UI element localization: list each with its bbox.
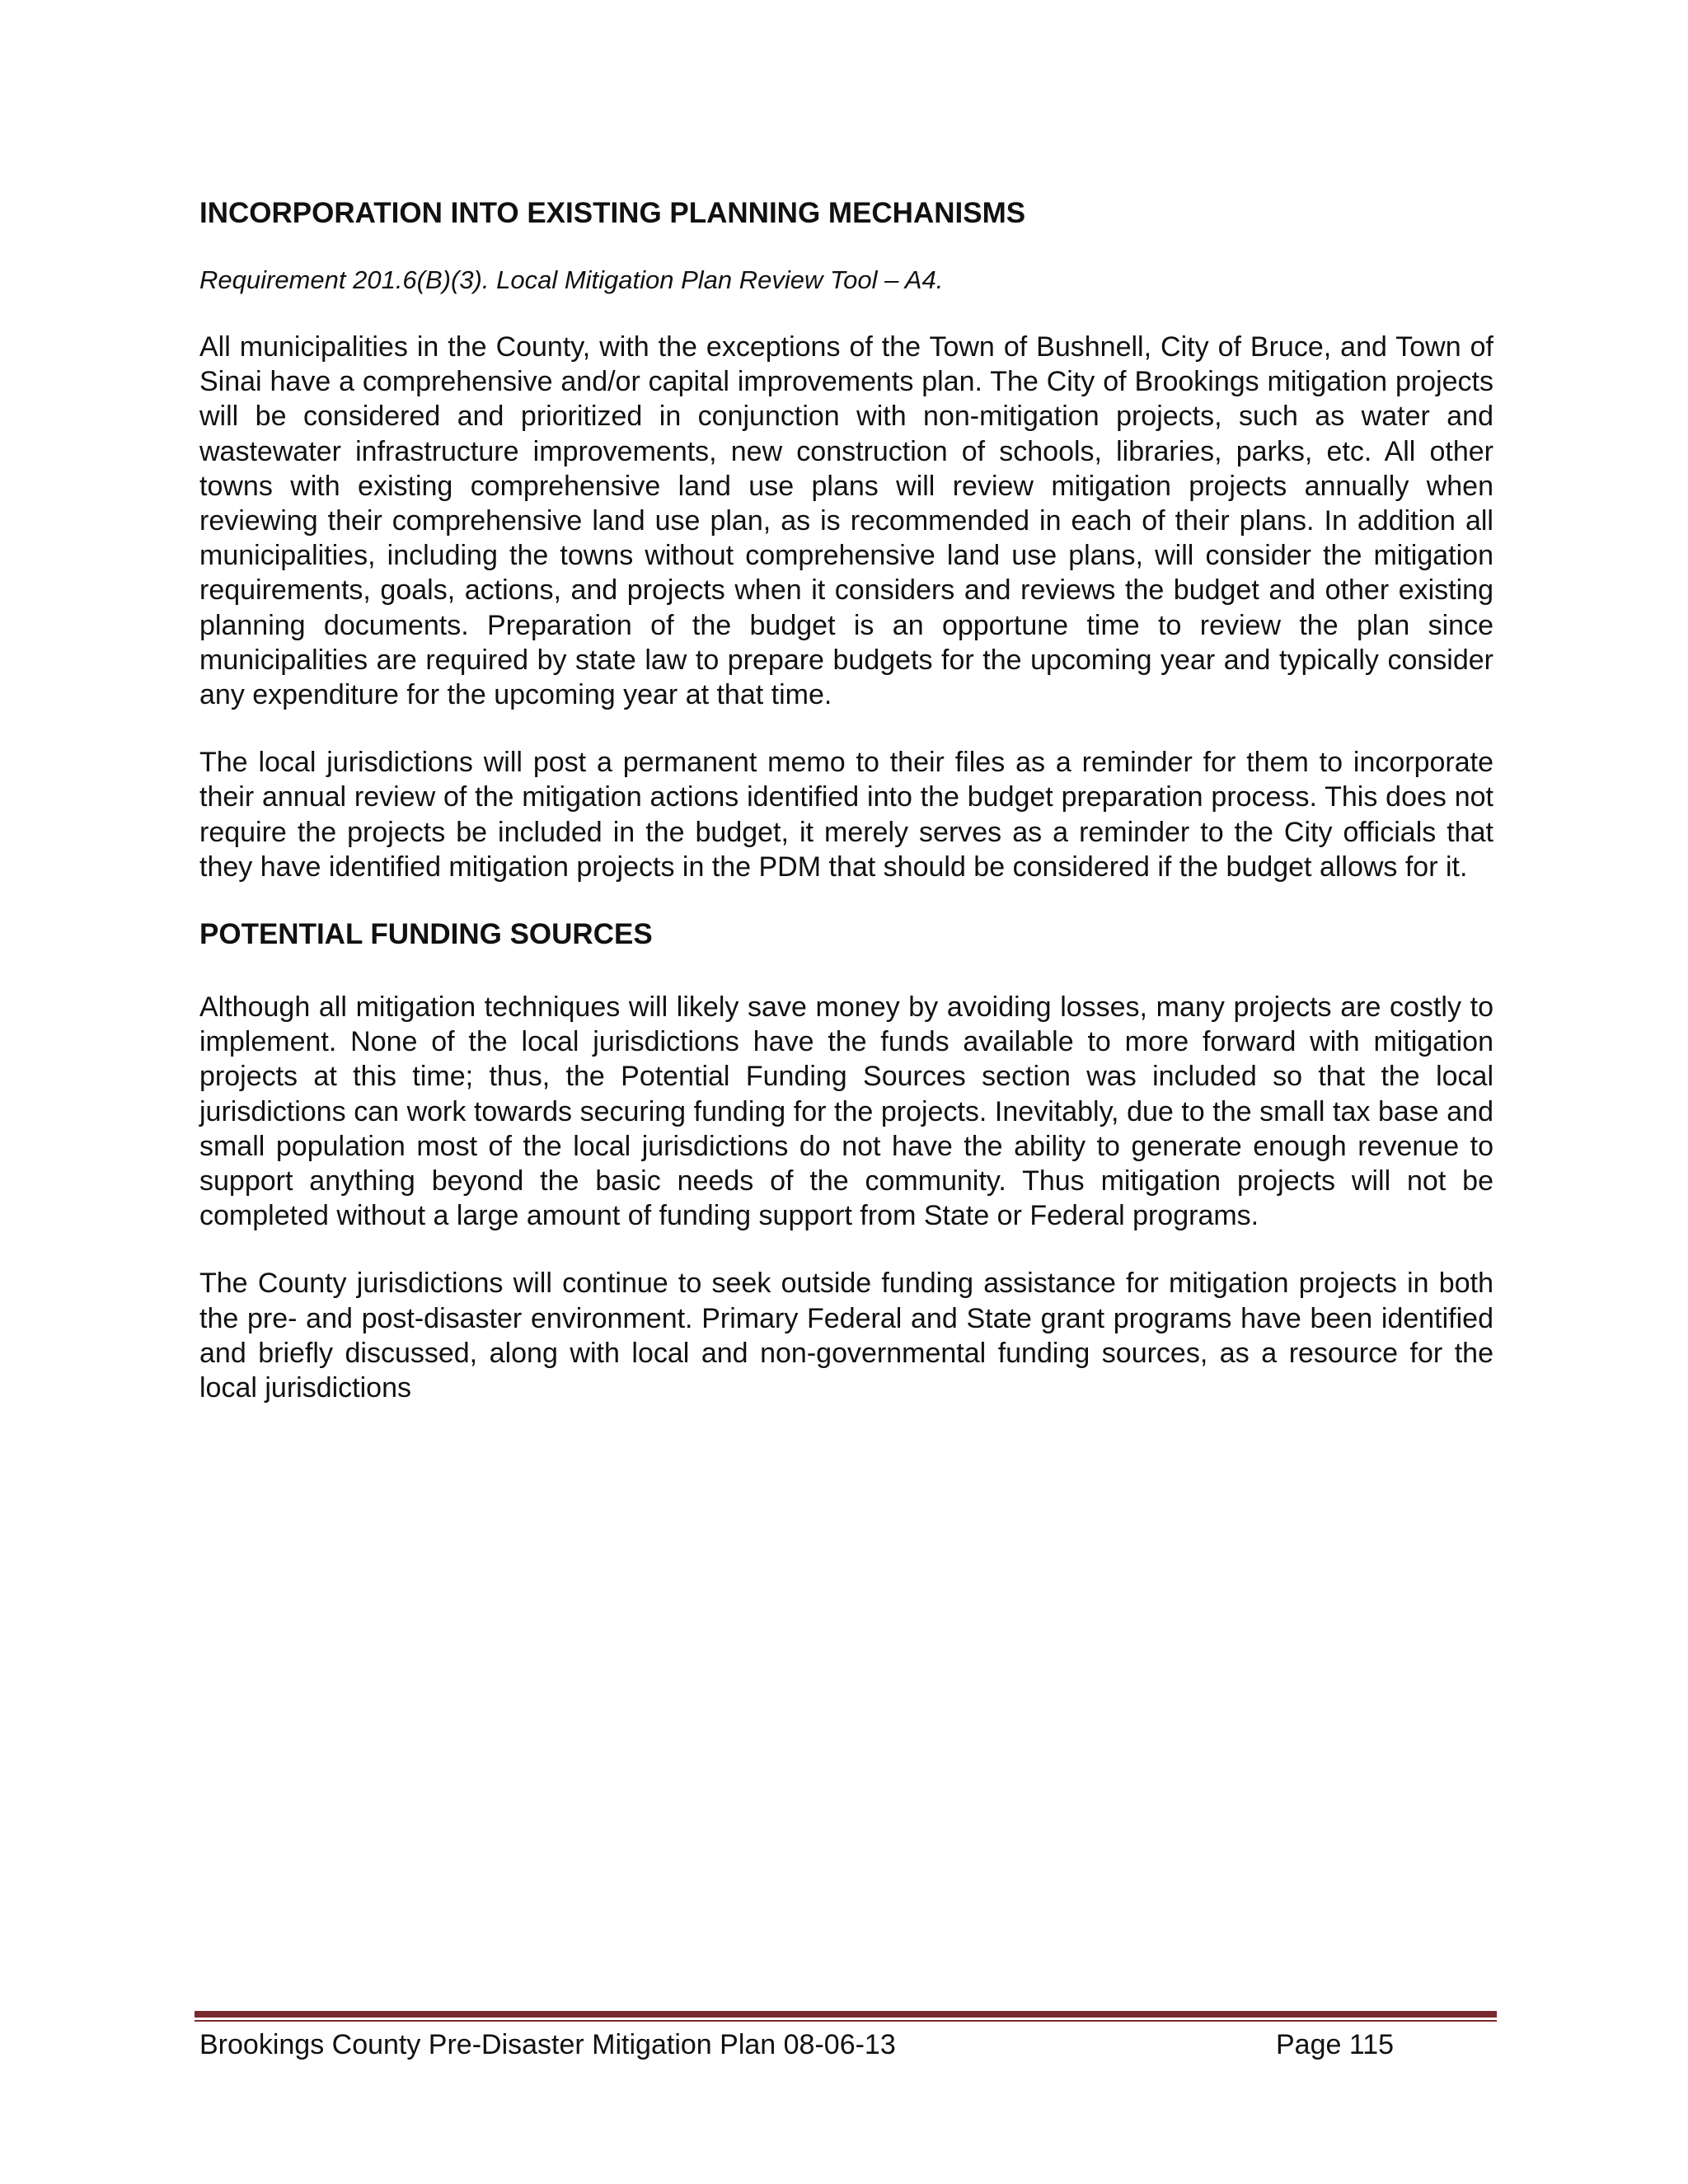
paragraph-mitigation-costs: Although all mitigation techniques will likely save money by avoiding losses, many projects are costly to implement. None of the local jurisdictions have the funds available to more forward with mitigation projects at this time; thus, the Potential Funding Sources section was included so that the local jurisdictions can work towards securing funding for the projects. Inevitably, due to the small tax base and small population most of the local jurisdictions do not have the ability to generate enough revenue to support anything beyond the basic needs of the community. Thus mitigation projects will not be completed without a large amount of funding support from State or Federal programs. — [199, 991, 1493, 1232]
paragraph-outside-funding: The County jurisdictions will continue to seek outside funding assistance for mitigation projects in both the pre- and post-disaster environment. Primary Federal and State grant programs have been identified and briefly discussed, along with local and non-governmental funding sources, as a resource for the local jurisdictions — [199, 1268, 1493, 1404]
footer-rule-thin — [195, 2020, 1497, 2022]
footer-page-number: Page 115 — [1276, 2029, 1395, 2060]
footer-document-title: Brookings County Pre-Disaster Mitigation Plan 08-06-13 — [199, 2029, 896, 2060]
footer-rule-thick — [195, 2011, 1497, 2018]
requirement-reference: Requirement 201.6(B)(3). Local Mitigation Plan Review Tool – A4. — [199, 265, 944, 294]
section-heading-funding-sources: POTENTIAL FUNDING SOURCES — [199, 918, 653, 951]
section-heading-incorporation: INCORPORATION INTO EXISTING PLANNING MECHANISMS — [199, 197, 1026, 229]
paragraph-permanent-memo: The local jurisdictions will post a permanent memo to their files as a reminder for them to incorporate their annual review of the mitigation actions identified into the budget preparation process. This does not require the projects be included in the budget, it merely serves as a reminder to the City officials that they have identified mitigation projects in the PDM that should be considered if the budget allows for it. — [199, 747, 1493, 883]
page-content — [199, 196, 1493, 1405]
paragraph-municipalities: All municipalities in the County, with the exceptions of the Town of Bushnell, City of Bruce, and Town of Sinai have a comprehensive and/or capital improvements plan. The City of Brookings mitigation projects will be considered and prioritized in conjunction with non-mitigation projects, such as water and wastewater infrastructure improvements, new construction of schools, libraries, parks, etc. All other towns with existing comprehensive land use plans will review mitigation projects annually when reviewing their comprehensive land use plan, as is recommended in each of their plans. In addition all municipalities, including the towns without comprehensive land use plans, will consider the mitigation requirements, goals, actions, and projects when it considers and reviews the budget and other existing planning documents. Preparation of the budget is an opportune time to review the plan since municipalities are required by state law to prepare budgets for the upcoming year and typically consider any expenditure for the upcoming year at that time. — [199, 331, 1493, 711]
